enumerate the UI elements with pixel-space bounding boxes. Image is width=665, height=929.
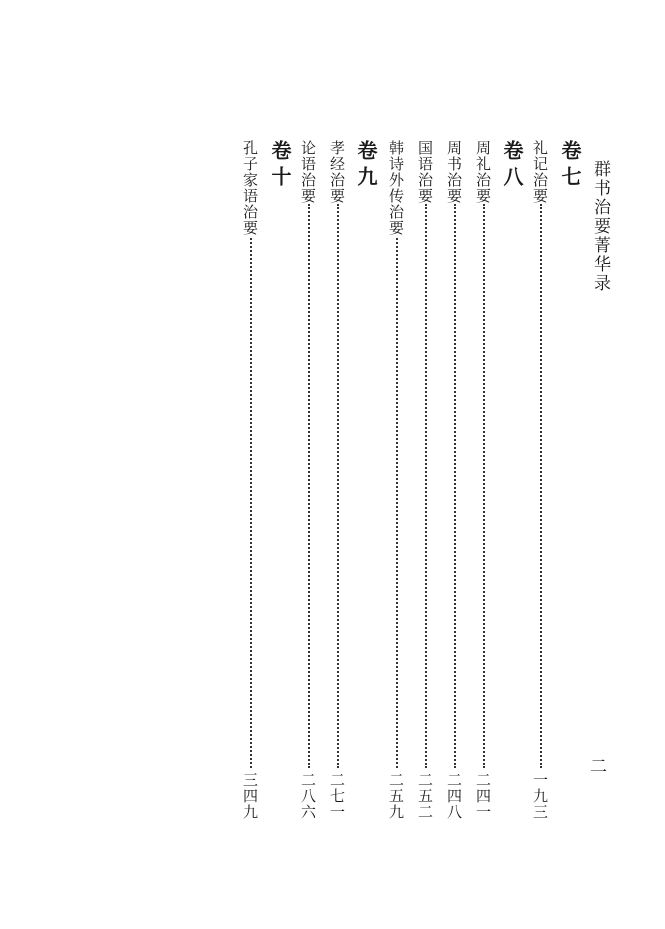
toc-entry-page[interactable]: 三四九 (241, 772, 259, 820)
toc-leader-dots (483, 204, 485, 768)
toc-leader-dots (540, 204, 542, 768)
toc-entry-page[interactable]: 二五二 (416, 772, 434, 820)
section-heading-juan-10: 卷十 (268, 140, 292, 192)
toc-entry-page[interactable]: 二七一 (328, 772, 346, 820)
toc-entry-title[interactable]: 国语治要 (416, 140, 434, 204)
toc-leader-dots (337, 204, 339, 768)
toc-entry-title[interactable]: 孔子家语治要 (241, 140, 259, 236)
book-title: 群书治要菁华录 (590, 160, 610, 293)
toc-entry-page[interactable]: 二五九 (387, 772, 405, 820)
toc-entry-page[interactable]: 二四一 (474, 772, 492, 820)
page-number: 二 (590, 757, 607, 777)
toc-leader-dots (396, 238, 398, 768)
toc-entry-title[interactable]: 韩诗外传治要 (387, 140, 405, 236)
section-heading-juan-9: 卷九 (354, 140, 378, 192)
section-heading-juan-8: 卷八 (500, 140, 524, 192)
section-heading-juan-7: 卷七 (558, 140, 582, 192)
toc-leader-dots (425, 204, 427, 768)
toc-entry-page[interactable]: 一九三 (531, 772, 549, 820)
toc-entry-title[interactable]: 周礼治要 (474, 140, 492, 204)
toc-entry-title[interactable]: 周书治要 (445, 140, 463, 204)
toc-entry-title[interactable]: 礼记治要 (531, 140, 549, 204)
toc-leader-dots (308, 204, 310, 768)
toc-entry-page[interactable]: 二四八 (445, 772, 463, 820)
toc-leader-dots (454, 204, 456, 768)
toc-entry-title[interactable]: 论语治要 (299, 140, 317, 204)
toc-leader-dots (250, 238, 252, 768)
toc-entry-title[interactable]: 孝经治要 (328, 140, 346, 204)
toc-entry-page[interactable]: 二八六 (299, 772, 317, 820)
